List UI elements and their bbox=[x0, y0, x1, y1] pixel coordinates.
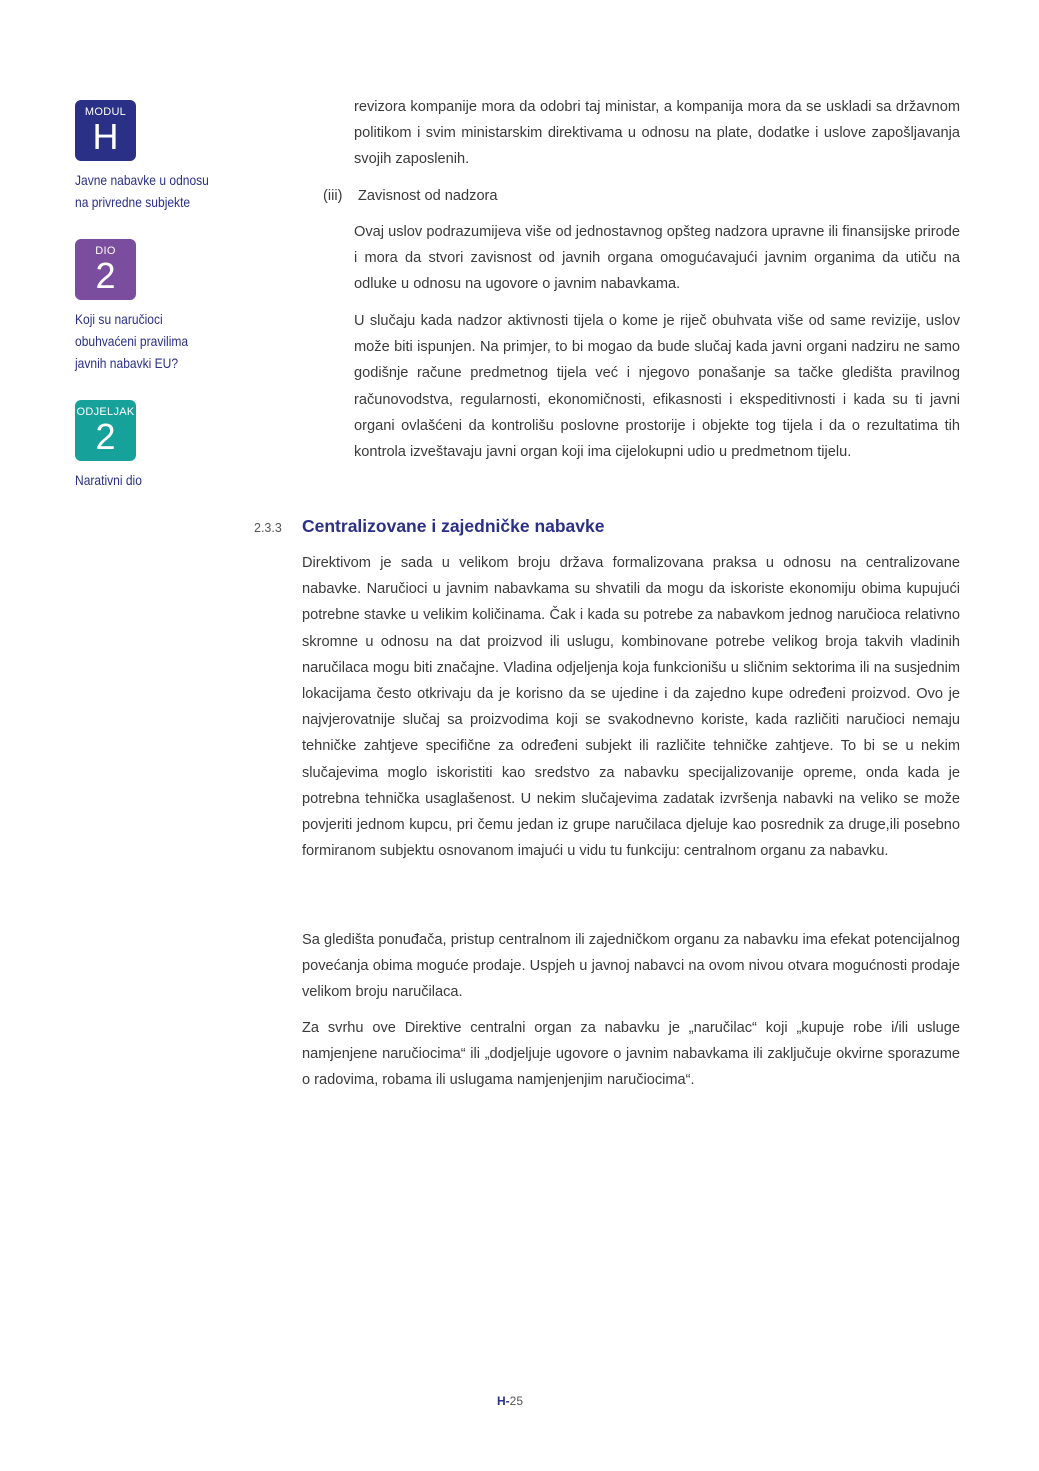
dio-title-line: javnih nabavki EU? bbox=[75, 355, 179, 371]
dio-badge bbox=[75, 239, 136, 300]
odjeljak-block bbox=[75, 400, 245, 491]
list-item-title: Zavisnost od nadzora bbox=[358, 188, 498, 204]
page-number-value: 25 bbox=[509, 1394, 524, 1408]
odjeljak-badge bbox=[75, 400, 136, 461]
dio-title-line: obuhvaćeni pravilima bbox=[75, 333, 189, 349]
dio-block bbox=[75, 239, 245, 374]
page-number-prefix: H- bbox=[496, 1394, 510, 1408]
sidebar bbox=[75, 100, 245, 517]
modul-title-line: na privredne subjekte bbox=[75, 194, 191, 210]
modul-title-line: Javne nabavke u odnosu bbox=[75, 172, 209, 188]
odjeljak-badge-number: 2 bbox=[95, 416, 116, 457]
dio-title-line: Koji su naručioci bbox=[75, 311, 163, 327]
paragraph-section-2: Sa gledišta ponuđača, pristup centralnom ili zajedničkom organu za nabavku ima efekat potencijalnog povećanja obima moguće prodaje. Uspjeh u javnoj nabavci na ovom nivou otvara mogućnosti prodaje velikom broju naručilaca. bbox=[302, 932, 960, 1001]
dio-title bbox=[75, 308, 221, 374]
list-item-number: (iii) bbox=[323, 188, 343, 204]
page-number bbox=[0, 1394, 1020, 1408]
odjeljak-title-line: Narativni dio bbox=[75, 472, 142, 488]
section-title: Centralizovane i zajedničke nabavke bbox=[302, 516, 605, 536]
list-item-iii bbox=[323, 183, 498, 209]
modul-badge-caption: MODUL bbox=[84, 106, 127, 118]
modul-title bbox=[75, 169, 221, 213]
modul-badge bbox=[75, 100, 136, 161]
odjeljak-title bbox=[75, 469, 221, 491]
modul-badge-letter: H bbox=[92, 116, 119, 157]
paragraph-iii-2: U slučaju kada nadzor aktivnosti tijela o kome je riječ obuhvata više od same revizije, uslov može biti ispunjen. Na primjer, to bi mogao da bude slučaj kada javni organi nadziru ne samo godišnje račune predmetnog tijela već i njegovo ponašanje sa tačke gledišta pravilnog računovodstva, regularnosti, ekonomičnosti, efikasnosti i ekspeditivnosti i kada su ti javni organi ovlašćeni da kontrolišu poslovne prostorije i objekte tog tijela i da o rezultatima tih kontrola izveštavaju javni organ koji ima cijelokupni udio u predmetnom tijelu. bbox=[354, 313, 960, 461]
dio-badge-caption: DIO bbox=[95, 245, 116, 257]
paragraph-iii-1: Ovaj uslov podrazumijeva više od jednostavnog opšteg nadzora upravne ili finansijske prirode i mora da stvori zavisnost od javnih organa omogućavajući javnim organima da utiču na odluke u odnosu na ugovore o javnim nabavkama. bbox=[354, 224, 960, 293]
paragraph-section-3: Za svrhu ove Direktive centralni organ za nabavku je „naručilac“ koji „kupuje robe i/ili usluge namjenjene naručiocima“ ili „dodjeljuje ugovore o javnim nabavkama ili zaključuje okvirne sporazume o radovima, robama ili uslugama namjenjenjim naručiocima“. bbox=[302, 1020, 960, 1089]
paragraph-section-1: Direktivom je sada u velikom broju država formalizovana praksa u odnosu na centralizovane nabavke. Naručioci u javnim nabavkama su shvatili da mogu da iskoriste ekonomiju obima kupujući potrebne stavke u velikim količinama. Čak i kada su potrebe za nabavkom jednog naručioca relativno skromne u odnosu na dat proizvod ili uslugu, kombinovane potrebe velikog broja takvih vladinih naručilaca mogu biti značajne. Vladina odjeljenja koja funkcionišu u sličnim sektorima ili na susjednim lokacijama često otkrivaju da je korisno da se ujedine i da zajedno kupe određeni proizvod. Ovo je najvjerovatnije slučaj sa proizvodima koji se svakodnevno koriste, kada različiti naručioci nemaju tehničke zahtjeve specifične za određeni subjekt ili različite tehničke zahtjeve. To bi se u nekim slučajevima moglo iskoristiti kao sredstvo za nabavku specijalizovanije opreme, onda kada je potrebna tehnička usaglašenost. U nekim slučajevima zadatak izvršenja nabavki na veliko se može povjeriti jednom kupcu, pri čemu jedan iz grupe naručilaca djeluje kao posrednik za druge,ili posebno formiranom subjektu osnovanom imajući u vidu tu funkciju: centralnom organu za nabavku. bbox=[302, 555, 960, 860]
dio-badge-number: 2 bbox=[95, 255, 116, 296]
modul-block bbox=[75, 100, 245, 213]
section-number: 2.3.3 bbox=[254, 521, 282, 535]
odjeljak-badge-caption: ODJELJAK bbox=[76, 406, 135, 418]
paragraph-continued: revizora kompanije mora da odobri taj ministar, a kompanija mora da se uskladi sa državnom politikom i svim ministarskim direktivama u odnosu na plate, dodatke i uslove zapošljavanja svojih zaposlenih. bbox=[354, 99, 960, 168]
